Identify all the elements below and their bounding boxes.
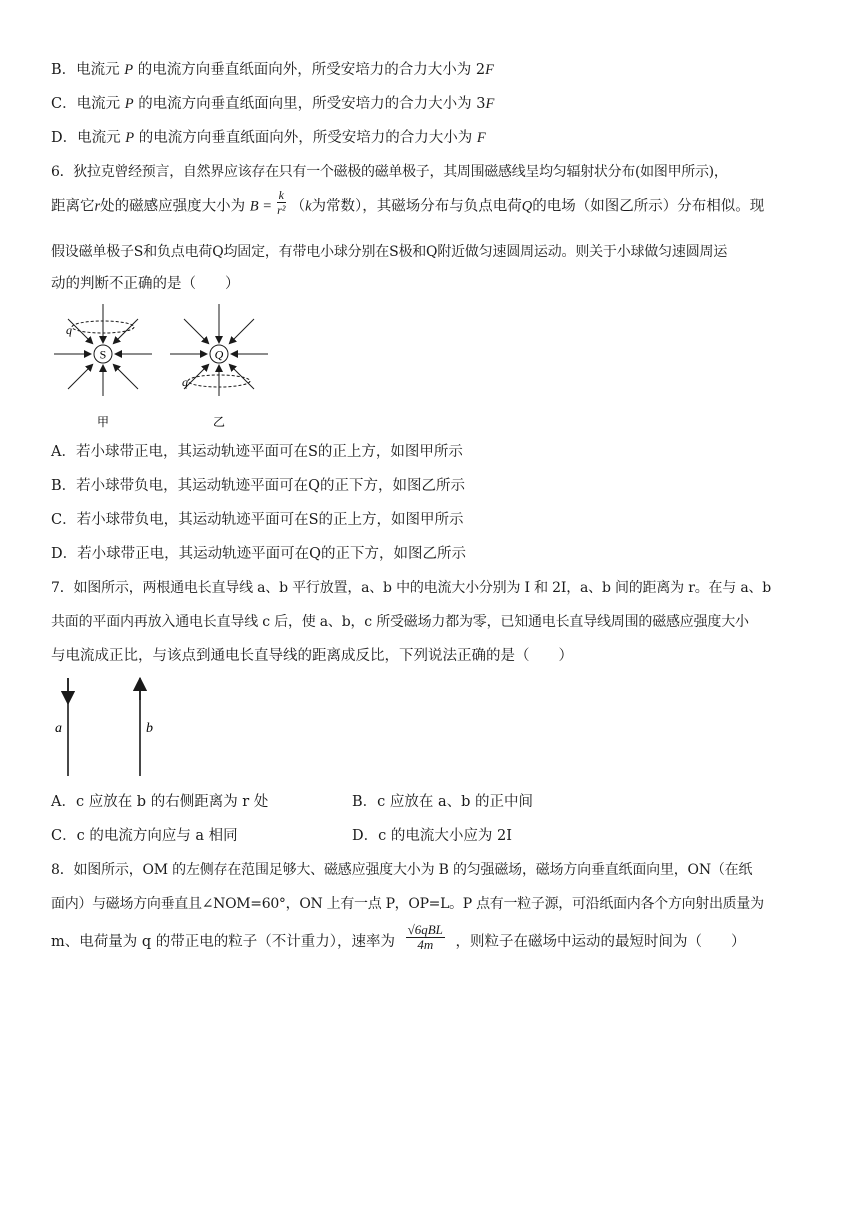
q8-stem-line3: m、电荷量为 q 的带正电的粒子（不计重力），速率为 $\frac{\text{√6qBL}}{4m}$ ，则粒子在磁场中运动的最短时间为（ ）: [51, 921, 746, 952]
caption-left: 甲: [96, 415, 110, 429]
formula-lhs: B =: [249, 198, 273, 215]
formula-fraction: $\frac{k}{\text{r²}}$: [277, 188, 286, 217]
q5-option-b: B．电流元 P 的电流方向垂直纸面向外，所受安培力的合力大小为 2F: [51, 62, 494, 78]
wire-a-label: a: [55, 721, 62, 736]
q6-option-a: A．若小球带正电，其运动轨迹平面可在S的正上方，如图甲所示: [51, 444, 463, 460]
figure-monopole: [50, 300, 160, 429]
q6-stem-line1: 6．狄拉克曾经预言，自然界应该存在只有一个磁极的磁单极子，其周围磁感线呈均匀辐射状分布(如图甲所示)，: [51, 164, 728, 180]
q7-stem-line2: 共面的平面内再放入通电长直导线 c 后，使 a、b，c 所受磁场力都为零，已知通电长直导线周围的磁感应强度大小: [51, 614, 749, 630]
fig-left-q-label: q: [66, 323, 72, 337]
q7-stem-line3: 与电流成正比，与该点到通电长直导线的距离成反比，下列说法正确的是（ ）: [51, 648, 573, 664]
wire-b-label: b: [146, 721, 153, 736]
q5-option-c: C．电流元 P 的电流方向垂直纸面向里，所受安培力的合力大小为 3F: [51, 96, 495, 112]
fig-right-q-label: q: [182, 375, 188, 389]
q6-option-c: C．若小球带负电，其运动轨迹平面可在S的正上方，如图甲所示: [51, 512, 464, 528]
q8-stem-line1: 8．如图所示，OM 的左侧存在范围足够大、磁感应强度大小为 B 的匀强磁场，磁场方向垂直纸面向里，ON（在纸: [51, 862, 753, 878]
caption-right: 乙: [212, 415, 226, 429]
q7-option-a: A．c 应放在 b 的右侧距离为 r 处: [51, 794, 269, 810]
q7-option-c: C．c 的电流方向应与 a 相同: [51, 828, 238, 844]
q6-option-d: D．若小球带正电，其运动轨迹平面可在Q的正下方，如图乙所示: [51, 546, 467, 562]
q6-stem-line4: 动的判断不正确的是（ ）: [51, 276, 240, 292]
fig-right-center-label: Q: [214, 347, 224, 362]
figure-negative-charge: [166, 300, 276, 429]
q7-option-d: D．c 的电流大小应为 2I: [352, 828, 512, 844]
fig-left-center-label: S: [99, 347, 107, 362]
q5-option-d: D．电流元 P 的电流方向垂直纸面向外，所受安培力的合力大小为 F: [51, 130, 486, 146]
q8-stem-line2: 面内）与磁场方向垂直且∠NOM=60°，ON 上有一点 P，OP=L。P 点有一粒子源，可沿纸面内各个方向射出质量为: [51, 896, 764, 912]
q6-stem-line3: 假设磁单极子S和负点电荷Q均固定，有带电小球分别在S极和Q附近做匀速圆周运动。则关于小球做匀速圆周运: [51, 244, 728, 260]
q7-stem-line1: 7．如图所示，两根通电长直导线 a、b 平行放置，a、b 中的电流大小分别为 I 和 2I，a、b 间的距离为 r。在与 a、b: [51, 580, 772, 596]
figure-parallel-wires: [50, 676, 160, 780]
q8-speed-fraction: $\frac{\text{√6qBL}}{4m}$: [407, 921, 443, 952]
q7-option-b: B．c 应放在 a、b 的正中间: [352, 794, 534, 810]
q6-stem-line2: 距离它r处的磁感应强度大小为 B = $\frac{k}{\text{r²}}$ （k为常数），其磁场分布与负点电荷Q的电场（如图乙所示）分布相似。现: [51, 188, 765, 217]
q6-option-b: B．若小球带负电，其运动轨迹平面可在Q的正下方，如图乙所示: [51, 478, 466, 494]
